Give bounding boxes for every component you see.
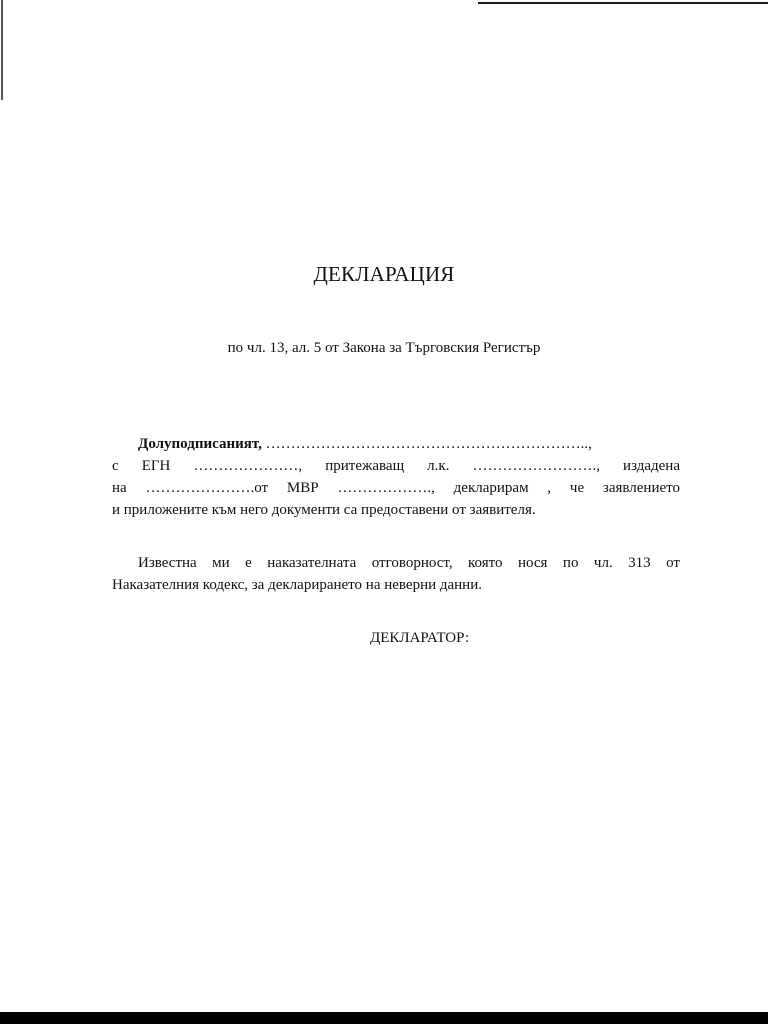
declaration-paragraph (112, 433, 680, 521)
paragraph-line: и приложените към него документи са предоставени от заявителя. (112, 502, 536, 518)
scan-edge-top (478, 2, 768, 4)
paragraph-line: на ………………….от МВР ………………., декларирам , че заявлението (112, 480, 680, 496)
paragraph-line (112, 433, 680, 455)
scan-edge-bottom (0, 1012, 768, 1024)
paragraph-line: Наказателния кодекс, за декларирането на неверни данни. (112, 577, 482, 593)
document-title: ДЕКЛАРАЦИЯ (313, 262, 455, 286)
declarator-label: ДЕКЛАРАТОР: (370, 630, 470, 646)
liability-paragraph (112, 552, 680, 596)
scan-edge-left (1, 0, 3, 100)
paragraph-line: с ЕГН …………………, притежаващ л.к. ……………………., издадена (112, 458, 680, 474)
paragraph-line: Известна ми е наказателната отговорност, която нося по чл. 313 от (138, 555, 680, 571)
document-subtitle: по чл. 13, ал. 5 от Закона за Търговския Регистър (227, 340, 541, 356)
declarant-label: Долуподписаният, (138, 436, 262, 452)
name-blank: ……………………………………………………….., (261, 436, 592, 452)
